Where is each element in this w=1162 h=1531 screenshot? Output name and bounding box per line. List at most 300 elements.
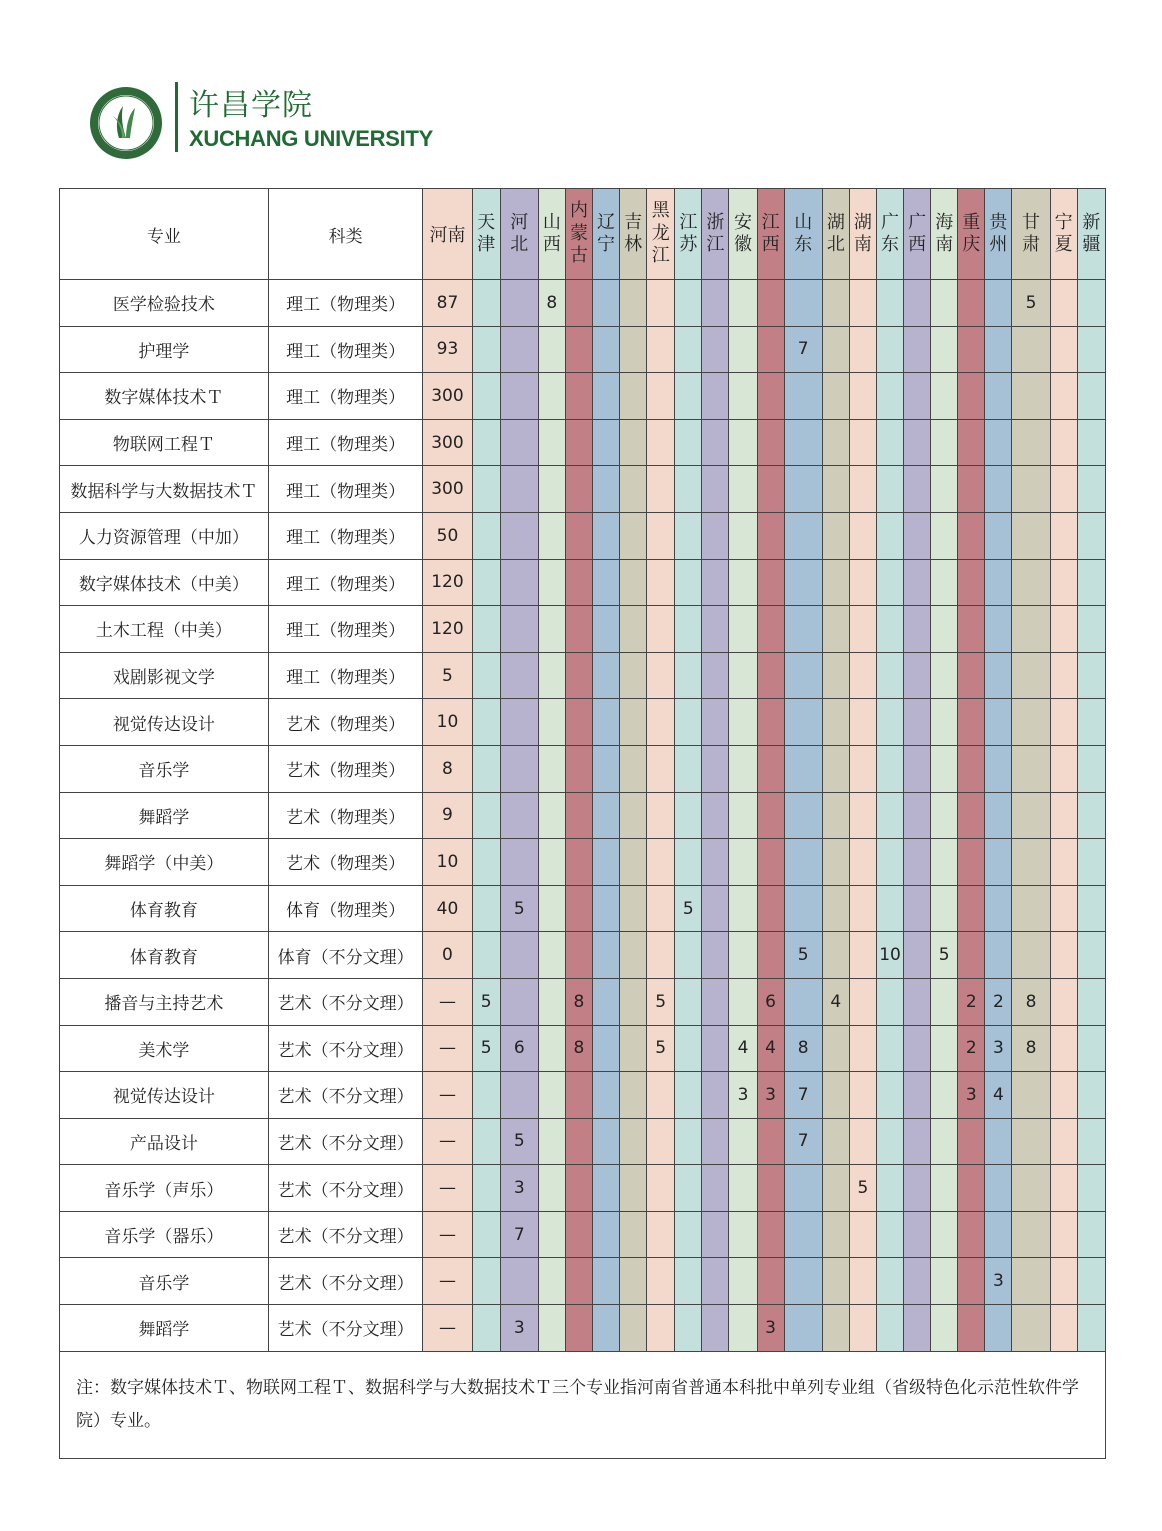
quota-cell xyxy=(931,1305,958,1352)
quota-cell xyxy=(729,745,757,792)
header-province-label: 海南 xyxy=(935,211,954,255)
table-row xyxy=(60,839,1106,886)
quota-cell xyxy=(729,1165,757,1212)
quota-cell xyxy=(1077,606,1105,653)
quota-cell xyxy=(500,699,538,746)
quota-cell xyxy=(538,978,565,1025)
type-cell: 理工（物理类） xyxy=(268,326,423,373)
quota-cell xyxy=(1012,559,1050,606)
type-cell: 艺术（不分文理） xyxy=(268,978,423,1025)
quota-cell xyxy=(565,419,592,466)
quota-cell xyxy=(1050,326,1077,373)
quota-cell xyxy=(1050,512,1077,559)
table-row xyxy=(60,978,1106,1025)
quota-cell xyxy=(1050,466,1077,513)
quota-cell xyxy=(958,932,985,979)
quota-cell xyxy=(647,1118,675,1165)
quota-cell: — xyxy=(423,978,472,1025)
quota-cell xyxy=(876,606,903,653)
quota-cell xyxy=(985,1305,1012,1352)
quota-cell xyxy=(592,1025,619,1072)
quota-cell xyxy=(1012,839,1050,886)
quota-cell xyxy=(1077,419,1105,466)
quota-cell xyxy=(822,1258,849,1305)
quota-cell xyxy=(620,606,647,653)
quota-cell xyxy=(822,606,849,653)
quota-cell xyxy=(1012,1072,1050,1119)
quota-cell xyxy=(1077,373,1105,420)
quota-cell xyxy=(757,373,784,420)
major-cell: 舞蹈学 xyxy=(60,1305,269,1352)
header-province xyxy=(538,189,565,280)
quota-cell xyxy=(1050,419,1077,466)
quota-cell: 3 xyxy=(757,1305,784,1352)
quota-cell xyxy=(702,1305,729,1352)
quota-cell xyxy=(757,559,784,606)
header-province xyxy=(784,189,822,280)
quota-cell xyxy=(822,699,849,746)
quota-cell xyxy=(729,1118,757,1165)
quota-cell xyxy=(1077,1165,1105,1212)
quota-cell xyxy=(1012,419,1050,466)
quota-cell xyxy=(500,745,538,792)
quota-cell xyxy=(822,280,849,327)
quota-cell xyxy=(592,652,619,699)
quota-cell xyxy=(904,606,931,653)
quota-cell xyxy=(702,373,729,420)
quota-cell xyxy=(565,792,592,839)
type-cell: 艺术（不分文理） xyxy=(268,1165,423,1212)
quota-cell xyxy=(472,373,500,420)
quota-cell xyxy=(876,978,903,1025)
quota-cell xyxy=(592,978,619,1025)
quota-cell: 5 xyxy=(1012,280,1050,327)
quota-cell xyxy=(958,792,985,839)
table-row xyxy=(60,1165,1106,1212)
quota-cell xyxy=(472,559,500,606)
quota-cell xyxy=(1012,606,1050,653)
type-cell: 理工（物理类） xyxy=(268,512,423,559)
quota-cell xyxy=(472,1211,500,1258)
quota-cell xyxy=(565,1165,592,1212)
quota-cell xyxy=(849,280,876,327)
quota-cell xyxy=(931,466,958,513)
quota-cell xyxy=(784,792,822,839)
quota-cell xyxy=(500,839,538,886)
quota-cell: 9 xyxy=(423,792,472,839)
quota-cell xyxy=(565,606,592,653)
quota-cell xyxy=(757,419,784,466)
quota-cell xyxy=(931,839,958,886)
quota-cell xyxy=(472,326,500,373)
quota-cell: 5 xyxy=(784,932,822,979)
quota-cell xyxy=(931,652,958,699)
quota-cell xyxy=(620,1258,647,1305)
table-row xyxy=(60,326,1106,373)
quota-cell xyxy=(729,885,757,932)
quota-cell: 8 xyxy=(1012,978,1050,1025)
quota-cell xyxy=(472,1118,500,1165)
quota-cell xyxy=(565,745,592,792)
quota-cell: 3 xyxy=(757,1072,784,1119)
quota-cell xyxy=(958,1305,985,1352)
quota-cell xyxy=(931,1211,958,1258)
quota-cell xyxy=(538,652,565,699)
quota-cell xyxy=(592,699,619,746)
quota-cell xyxy=(675,606,702,653)
quota-cell xyxy=(702,419,729,466)
quota-cell xyxy=(876,839,903,886)
quota-cell xyxy=(620,885,647,932)
quota-cell xyxy=(784,745,822,792)
quota-cell xyxy=(729,652,757,699)
quota-cell xyxy=(1077,1025,1105,1072)
major-cell: 体育教育 xyxy=(60,932,269,979)
quota-cell xyxy=(958,1211,985,1258)
quota-cell xyxy=(985,280,1012,327)
quota-cell xyxy=(958,885,985,932)
quota-cell xyxy=(472,652,500,699)
quota-cell xyxy=(472,419,500,466)
quota-cell xyxy=(675,326,702,373)
quota-cell xyxy=(1012,1211,1050,1258)
quota-cell xyxy=(565,559,592,606)
quota-cell xyxy=(1077,699,1105,746)
header-type: 科类 xyxy=(268,189,423,280)
quota-cell xyxy=(538,559,565,606)
quota-cell xyxy=(647,559,675,606)
header-province-label: 天津 xyxy=(477,211,496,255)
quota-cell xyxy=(620,466,647,513)
quota-cell xyxy=(931,885,958,932)
quota-cell xyxy=(904,466,931,513)
enrollment-quota-table xyxy=(59,188,1106,1459)
quota-cell xyxy=(500,792,538,839)
quota-cell: 8 xyxy=(538,280,565,327)
quota-cell xyxy=(647,1211,675,1258)
quota-cell xyxy=(931,745,958,792)
quota-cell xyxy=(904,419,931,466)
quota-cell xyxy=(757,885,784,932)
quota-cell xyxy=(702,839,729,886)
quota-cell xyxy=(500,419,538,466)
header-province xyxy=(904,189,931,280)
quota-cell xyxy=(876,466,903,513)
quota-cell xyxy=(1077,745,1105,792)
type-cell: 理工（物理类） xyxy=(268,466,423,513)
quota-cell xyxy=(500,606,538,653)
quota-cell xyxy=(958,466,985,513)
quota-cell xyxy=(931,699,958,746)
quota-cell xyxy=(757,932,784,979)
type-cell: 艺术（不分文理） xyxy=(268,1025,423,1072)
header-province-label: 甘肃 xyxy=(1022,211,1040,255)
table-row xyxy=(60,1118,1106,1165)
quota-cell xyxy=(675,1072,702,1119)
table-row xyxy=(60,699,1106,746)
quota-cell xyxy=(958,1165,985,1212)
quota-cell xyxy=(538,1072,565,1119)
quota-cell xyxy=(472,1165,500,1212)
quota-cell xyxy=(647,1165,675,1212)
quota-cell xyxy=(904,1118,931,1165)
quota-cell xyxy=(757,839,784,886)
quota-cell xyxy=(822,512,849,559)
header-province xyxy=(592,189,619,280)
quota-cell xyxy=(620,512,647,559)
quota-cell xyxy=(472,606,500,653)
quota-cell xyxy=(1050,1211,1077,1258)
quota-cell: — xyxy=(423,1258,472,1305)
header-province xyxy=(702,189,729,280)
type-cell: 理工（物理类） xyxy=(268,652,423,699)
quota-cell xyxy=(904,1211,931,1258)
quota-cell xyxy=(620,978,647,1025)
quota-cell xyxy=(931,559,958,606)
major-cell: 舞蹈学（中美） xyxy=(60,839,269,886)
quota-cell xyxy=(822,652,849,699)
quota-cell xyxy=(1050,699,1077,746)
quota-cell xyxy=(538,419,565,466)
quota-cell xyxy=(592,1305,619,1352)
quota-cell xyxy=(647,326,675,373)
quota-cell xyxy=(958,559,985,606)
quota-cell xyxy=(647,839,675,886)
quota-cell xyxy=(757,280,784,327)
quota-cell xyxy=(1050,1118,1077,1165)
quota-cell: 120 xyxy=(423,559,472,606)
major-cell: 数字媒体技术Ｔ xyxy=(60,373,269,420)
quota-cell xyxy=(958,699,985,746)
quota-cell xyxy=(784,466,822,513)
header-province-label: 湖北 xyxy=(826,211,845,255)
quota-cell: 4 xyxy=(985,1072,1012,1119)
major-cell: 产品设计 xyxy=(60,1118,269,1165)
quota-cell xyxy=(931,419,958,466)
quota-cell: 8 xyxy=(565,978,592,1025)
quota-cell xyxy=(784,373,822,420)
quota-cell xyxy=(784,652,822,699)
quota-cell: 2 xyxy=(985,978,1012,1025)
quota-cell: 120 xyxy=(423,606,472,653)
quota-cell xyxy=(985,559,1012,606)
quota-cell xyxy=(538,1025,565,1072)
quota-cell xyxy=(931,1258,958,1305)
quota-cell: 10 xyxy=(423,839,472,886)
quota-cell xyxy=(1050,606,1077,653)
header-divider xyxy=(175,82,178,152)
quota-cell xyxy=(904,839,931,886)
quota-cell xyxy=(620,1025,647,1072)
quota-cell xyxy=(784,1211,822,1258)
quota-cell xyxy=(784,885,822,932)
university-name-cn: 许昌学院 xyxy=(189,88,313,123)
quota-cell xyxy=(729,1211,757,1258)
quota-cell xyxy=(1077,885,1105,932)
quota-cell xyxy=(757,792,784,839)
quota-cell xyxy=(592,1211,619,1258)
quota-cell xyxy=(620,373,647,420)
major-cell: 视觉传达设计 xyxy=(60,1072,269,1119)
quota-cell xyxy=(1050,932,1077,979)
quota-cell xyxy=(757,652,784,699)
quota-cell: 6 xyxy=(757,978,784,1025)
quota-cell: 3 xyxy=(985,1025,1012,1072)
quota-cell xyxy=(702,466,729,513)
quota-cell xyxy=(729,326,757,373)
quota-cell xyxy=(620,652,647,699)
header-province xyxy=(1077,189,1105,280)
quota-cell xyxy=(592,466,619,513)
quota-cell xyxy=(849,1258,876,1305)
quota-cell xyxy=(985,512,1012,559)
quota-cell xyxy=(647,1305,675,1352)
quota-cell xyxy=(849,1118,876,1165)
quota-cell xyxy=(876,885,903,932)
quota-cell xyxy=(565,1072,592,1119)
quota-cell xyxy=(985,1118,1012,1165)
quota-cell xyxy=(565,1211,592,1258)
quota-cell xyxy=(675,1165,702,1212)
quota-cell xyxy=(931,1025,958,1072)
quota-cell xyxy=(985,326,1012,373)
table-row xyxy=(60,932,1106,979)
quota-cell xyxy=(958,419,985,466)
quota-cell: 300 xyxy=(423,419,472,466)
quota-cell xyxy=(675,1305,702,1352)
quota-cell xyxy=(647,932,675,979)
quota-cell xyxy=(1050,373,1077,420)
quota-cell xyxy=(849,839,876,886)
quota-cell xyxy=(500,373,538,420)
table-row xyxy=(60,512,1106,559)
header-province-label: 安徽 xyxy=(734,211,752,255)
quota-cell: — xyxy=(423,1305,472,1352)
quota-cell xyxy=(1077,280,1105,327)
quota-cell xyxy=(472,885,500,932)
quota-cell xyxy=(985,792,1012,839)
quota-cell xyxy=(1012,792,1050,839)
quota-cell xyxy=(904,699,931,746)
quota-cell xyxy=(620,1118,647,1165)
quota-cell xyxy=(985,885,1012,932)
type-cell: 艺术（物理类） xyxy=(268,792,423,839)
note-row xyxy=(60,1351,1106,1458)
quota-cell xyxy=(702,1258,729,1305)
quota-cell xyxy=(904,512,931,559)
header-province-label: 山西 xyxy=(542,211,561,255)
quota-cell xyxy=(1050,745,1077,792)
quota-cell xyxy=(757,512,784,559)
quota-cell xyxy=(472,466,500,513)
quota-cell xyxy=(876,1305,903,1352)
quota-cell xyxy=(538,326,565,373)
header-province xyxy=(423,189,472,280)
quota-cell xyxy=(904,373,931,420)
quota-cell xyxy=(647,745,675,792)
quota-cell xyxy=(702,326,729,373)
quota-cell: 3 xyxy=(500,1165,538,1212)
table-row xyxy=(60,792,1106,839)
quota-cell xyxy=(849,512,876,559)
quota-cell xyxy=(904,745,931,792)
quota-cell xyxy=(1077,466,1105,513)
quota-cell xyxy=(958,280,985,327)
quota-cell xyxy=(729,699,757,746)
quota-cell xyxy=(1012,373,1050,420)
quota-cell: 7 xyxy=(500,1211,538,1258)
quota-cell xyxy=(647,885,675,932)
quota-cell xyxy=(565,839,592,886)
major-cell: 数字媒体技术（中美） xyxy=(60,559,269,606)
quota-cell xyxy=(958,1258,985,1305)
quota-cell xyxy=(729,280,757,327)
type-cell: 艺术（物理类） xyxy=(268,699,423,746)
header-province-label: 黑龙江 xyxy=(651,200,670,267)
quota-cell xyxy=(849,1305,876,1352)
header-province xyxy=(500,189,538,280)
quota-cell: 2 xyxy=(958,1025,985,1072)
quota-cell xyxy=(675,932,702,979)
quota-cell xyxy=(592,792,619,839)
quota-cell: 8 xyxy=(423,745,472,792)
quota-cell xyxy=(904,326,931,373)
quota-cell xyxy=(702,1165,729,1212)
quota-cell xyxy=(904,1025,931,1072)
quota-cell xyxy=(620,419,647,466)
quota-cell: 7 xyxy=(784,1118,822,1165)
quota-cell xyxy=(647,466,675,513)
quota-cell: 300 xyxy=(423,373,472,420)
quota-cell xyxy=(702,885,729,932)
quota-cell xyxy=(592,559,619,606)
quota-cell xyxy=(876,1118,903,1165)
quota-cell xyxy=(500,932,538,979)
quota-cell xyxy=(500,559,538,606)
type-cell: 理工（物理类） xyxy=(268,280,423,327)
quota-cell xyxy=(565,373,592,420)
quota-cell xyxy=(702,559,729,606)
quota-cell xyxy=(565,280,592,327)
quota-cell xyxy=(675,466,702,513)
major-cell: 播音与主持艺术 xyxy=(60,978,269,1025)
quota-cell xyxy=(1077,1305,1105,1352)
major-cell: 数据科学与大数据技术Ｔ xyxy=(60,466,269,513)
quota-cell xyxy=(675,1258,702,1305)
header-province xyxy=(958,189,985,280)
quota-cell xyxy=(931,1072,958,1119)
quota-cell xyxy=(500,1072,538,1119)
quota-cell xyxy=(876,373,903,420)
header-province-label: 宁夏 xyxy=(1054,211,1073,255)
header-province-label: 河南 xyxy=(429,225,466,246)
quota-cell: 5 xyxy=(472,978,500,1025)
major-cell: 医学检验技术 xyxy=(60,280,269,327)
quota-cell xyxy=(538,466,565,513)
quota-cell xyxy=(822,373,849,420)
quota-cell xyxy=(931,326,958,373)
quota-cell xyxy=(647,512,675,559)
quota-cell xyxy=(675,978,702,1025)
major-cell: 物联网工程Ｔ xyxy=(60,419,269,466)
quota-cell xyxy=(675,373,702,420)
header-province xyxy=(620,189,647,280)
quota-cell xyxy=(538,512,565,559)
type-cell: 艺术（物理类） xyxy=(268,839,423,886)
quota-cell xyxy=(592,419,619,466)
major-cell: 音乐学 xyxy=(60,745,269,792)
quota-cell xyxy=(620,1305,647,1352)
